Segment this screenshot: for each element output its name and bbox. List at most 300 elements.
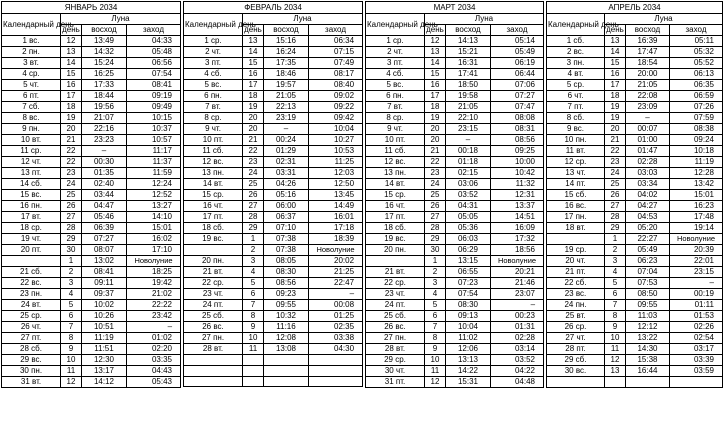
moonset-time: 20:39 (670, 244, 723, 255)
moonrise-time: 15:16 (264, 35, 309, 46)
moonset-time: 16:01 (309, 211, 363, 222)
lunar-day: 27 (605, 200, 626, 211)
table-row (184, 101, 363, 112)
lunar-day: 7 (243, 299, 264, 310)
moonrise-time: 04:53 (626, 211, 670, 222)
calendar-day: 14 вт. (366, 178, 425, 189)
table-row (2, 255, 181, 266)
moonset-time: 08:41 (127, 79, 181, 90)
table-row (2, 266, 181, 277)
calendar-day: 12 вс. (366, 156, 425, 167)
moonset-time: – (670, 277, 723, 288)
table-row (547, 343, 723, 354)
moonset-time: 12:52 (127, 189, 181, 200)
moonset-time: 07:54 (127, 68, 181, 79)
calendar-day: 5 ср. (547, 79, 605, 90)
lunar-day: 10 (425, 354, 446, 365)
calendar-day: 14 вт. (184, 178, 243, 189)
lunar-day: 11 (425, 365, 446, 376)
calendar-day: 4 вт. (547, 68, 605, 79)
moonrise-time: 13:22 (626, 332, 670, 343)
moonrise-time: 00:07 (626, 123, 670, 134)
calendar-day: 21 сб. (2, 266, 61, 277)
calendar-day: 6 пт. (2, 90, 61, 101)
table-row (2, 299, 181, 310)
month-title: ЯНВАРЬ 2034 (2, 2, 181, 14)
table-row (547, 123, 723, 134)
calendar-day: 7 сб. (2, 101, 61, 112)
moonrise-time: 23:15 (446, 123, 491, 134)
table-row (547, 35, 723, 46)
moonrise-time: 06:29 (446, 244, 491, 255)
calendar-day: 25 вт. (547, 310, 605, 321)
table-row (2, 365, 181, 376)
moonset-time: 04:43 (127, 365, 181, 376)
moonrise-time: 03:52 (446, 189, 491, 200)
moonset-time (670, 376, 723, 387)
moonset-time: 03:38 (309, 332, 363, 343)
table-row (547, 211, 723, 222)
calendar-day: 3 пт. (366, 57, 425, 68)
moonrise-time: 22:13 (264, 101, 309, 112)
moonrise-time: 18:44 (82, 90, 127, 101)
table-row (2, 244, 181, 255)
calendar-day: 10 пт. (184, 134, 243, 145)
moonrise-time: 15:31 (446, 376, 491, 387)
moonrise-time (626, 376, 670, 387)
lunar-day: 20 (61, 123, 82, 134)
calendar-day: 16 вс. (547, 200, 605, 211)
moonset-time: 18:25 (127, 266, 181, 277)
moonrise-time: 03:44 (82, 189, 127, 200)
table-row (547, 332, 723, 343)
moonrise-time: 03:06 (446, 178, 491, 189)
table-row (2, 310, 181, 321)
lunar-day: 19 (243, 101, 264, 112)
calendar-day: 4 сб. (366, 68, 425, 79)
moonrise-header: восход (264, 24, 309, 35)
lunar-day: 23 (243, 156, 264, 167)
lunar-day: 8 (425, 332, 446, 343)
lunar-day: 16 (425, 79, 446, 90)
calendar-day: 2 чт. (366, 46, 425, 57)
moonrise-time: 21:05 (446, 101, 491, 112)
calendar-day (184, 244, 243, 255)
calendar-day: 24 пт. (366, 299, 425, 310)
calendar-day: 2 чт. (184, 46, 243, 57)
moonset-time: 14:10 (127, 211, 181, 222)
table-row (184, 321, 363, 332)
moonrise-time: 17:33 (82, 79, 127, 90)
calendar-day: 28 вт. (366, 343, 425, 354)
calendar-day: 15 вс. (2, 189, 61, 200)
calendar-day: 16 чт. (184, 200, 243, 211)
lunar-day: 27 (243, 200, 264, 211)
moonset-time: 06:59 (670, 90, 723, 101)
calendar-day: 11 ср. (2, 145, 61, 156)
calendar-day: 13 чт. (547, 167, 605, 178)
moonrise-time: 21:07 (82, 112, 127, 123)
moonrise-time (264, 354, 309, 365)
table-row (547, 167, 723, 178)
table-row (2, 178, 181, 189)
calendar-day: 29 сб. (547, 354, 605, 365)
calendar-day: 23 вс. (547, 288, 605, 299)
moonrise-time: 01:29 (264, 145, 309, 156)
moonrise-time: 05:05 (446, 211, 491, 222)
moonrise-time: 06:23 (626, 255, 670, 266)
calendar-day: 17 вт. (2, 211, 61, 222)
moonset-time: – (309, 288, 363, 299)
moonrise-time: 00:24 (264, 134, 309, 145)
table-row (184, 244, 363, 255)
calendar-day: 14 пт. (547, 178, 605, 189)
calendar-day: 11 вт. (547, 145, 605, 156)
table-row (184, 343, 363, 354)
moonrise-time: 07:27 (82, 233, 127, 244)
table-row (184, 35, 363, 46)
moonset-time: 03:35 (127, 354, 181, 365)
new-moon-label: Новолуние (127, 255, 181, 266)
lunar-day: 12 (61, 35, 82, 46)
lunar-day: 28 (243, 211, 264, 222)
moonset-time: 07:27 (491, 90, 544, 101)
moonset-time: 02:54 (670, 332, 723, 343)
moonset-time: 12:28 (670, 167, 723, 178)
moonrise-time: 04:31 (446, 200, 491, 211)
moon-header: Луна (425, 14, 544, 25)
lunar-day: 11 (243, 343, 264, 354)
moonrise-time: 02:31 (264, 156, 309, 167)
moonrise-time: 21:05 (264, 90, 309, 101)
moonrise-time: 10:02 (82, 299, 127, 310)
lunar-day: 28 (61, 222, 82, 233)
lunar-day: 26 (243, 189, 264, 200)
lunar-day: 15 (243, 57, 264, 68)
moonrise-time: 22:16 (82, 123, 127, 134)
moonrise-time: – (446, 134, 491, 145)
table-row (184, 310, 363, 321)
moonset-time: 13:37 (491, 200, 544, 211)
lunar-day (243, 365, 264, 376)
moonrise-time: 13:02 (82, 255, 127, 266)
moonrise-time: 07:54 (446, 288, 491, 299)
lunar-day: 23 (425, 167, 446, 178)
calendar-day (547, 233, 605, 244)
moonrise-time: 04:26 (264, 178, 309, 189)
moonrise-time: 03:03 (626, 167, 670, 178)
month-table-3 (365, 1, 544, 388)
lunar-day: 3 (61, 277, 82, 288)
moonrise-time: 06:55 (446, 266, 491, 277)
moonset-time: 20:21 (491, 266, 544, 277)
moonrise-time: 16:39 (626, 35, 670, 46)
moonset-time: 10:04 (309, 123, 363, 134)
moonrise-time: 09:55 (626, 299, 670, 310)
moonset-time: 09:25 (491, 145, 544, 156)
lunar-day: 9 (605, 321, 626, 332)
moonrise-time: 10:32 (264, 310, 309, 321)
lunar-day: 23 (61, 167, 82, 178)
moonset-time: 08:40 (309, 79, 363, 90)
lunar-day: 30 (61, 244, 82, 255)
moonset-header: заход (670, 24, 723, 35)
moonset-time: 07:26 (670, 101, 723, 112)
calendar-day: 8 вс. (2, 112, 61, 123)
moonset-time: 07:49 (309, 57, 363, 68)
table-row (2, 112, 181, 123)
moonset-time: 09:42 (309, 112, 363, 123)
calendar-day: 13 пт. (2, 167, 61, 178)
table-row (2, 156, 181, 167)
moonset-time: 04:33 (127, 35, 181, 46)
lunar-day: 7 (605, 299, 626, 310)
moonset-time: 22:47 (309, 277, 363, 288)
calendar-day: 25 ср. (2, 310, 61, 321)
moonset-time: 02:28 (491, 332, 544, 343)
moonset-time: 17:10 (127, 244, 181, 255)
calendar-day: 16 пн. (2, 200, 61, 211)
calendar-day: 19 чт. (2, 233, 61, 244)
moonset-time: 10:37 (127, 123, 181, 134)
table-row (366, 255, 544, 266)
moonset-time: 01:31 (491, 321, 544, 332)
lunar-day: 24 (605, 167, 626, 178)
moonrise-time: 13:17 (82, 365, 127, 376)
lunar-day: 19 (605, 101, 626, 112)
table-row (366, 266, 544, 277)
table-row (547, 299, 723, 310)
calendar-day: 30 вс. (547, 365, 605, 376)
table-row (547, 310, 723, 321)
moonrise-time (264, 376, 309, 387)
moonset-time: 05:49 (491, 46, 544, 57)
calendar-day: 19 вс. (184, 233, 243, 244)
moonrise-time: 04:47 (82, 200, 127, 211)
table-row (184, 123, 363, 134)
table-row (547, 90, 723, 101)
moonrise-time: 05:49 (626, 244, 670, 255)
lunar-day: 15 (425, 68, 446, 79)
calendar-day: 26 чт. (2, 321, 61, 332)
lunar-day: 3 (243, 255, 264, 266)
moonset-time: 11:19 (670, 156, 723, 167)
moonset-time: 10:57 (127, 134, 181, 145)
moonset-time: 09:02 (309, 90, 363, 101)
calendar-day: 3 пн. (547, 57, 605, 68)
lunar-day: 7 (61, 321, 82, 332)
moonrise-header: восход (626, 24, 670, 35)
calendar-day: 10 пн. (547, 134, 605, 145)
lunar-day-header: день (244, 25, 262, 35)
table-row (547, 255, 723, 266)
calendar-day: 8 сб. (547, 112, 605, 123)
moonset-time: 06:56 (127, 57, 181, 68)
table-row (366, 376, 544, 387)
table-row (2, 123, 181, 134)
table-row (2, 134, 181, 145)
moonset-time: 14:51 (491, 211, 544, 222)
new-moon-label: Новолуние (309, 244, 363, 255)
table-row (547, 156, 723, 167)
moon-header: Луна (61, 14, 181, 25)
lunar-day: 20 (425, 134, 446, 145)
calendar-day: 22 вс. (2, 277, 61, 288)
lunar-day: 29 (605, 222, 626, 233)
moonset-time: 08:17 (309, 68, 363, 79)
moonset-time: 07:06 (491, 79, 544, 90)
moonrise-time: 00:18 (446, 145, 491, 156)
moonrise-time: 10:04 (446, 321, 491, 332)
table-row (2, 277, 181, 288)
table-row (547, 288, 723, 299)
lunar-day: 17 (605, 79, 626, 90)
table-row (547, 145, 723, 156)
lunar-day: 17 (61, 90, 82, 101)
moonrise-time: 08:50 (626, 288, 670, 299)
calendar-day: 14 сб. (2, 178, 61, 189)
moonset-time (309, 354, 363, 365)
moonrise-time: 23:09 (626, 101, 670, 112)
moonset-time: 08:31 (491, 123, 544, 134)
lunar-day: 4 (425, 288, 446, 299)
lunar-day: 20 (605, 123, 626, 134)
moonset-header: заход (127, 24, 181, 35)
month-title: АПРЕЛЬ 2034 (547, 2, 723, 14)
lunar-day: 14 (61, 57, 82, 68)
lunar-day: 19 (61, 112, 82, 123)
table-row (547, 79, 723, 90)
moonset-time: 07:47 (491, 101, 544, 112)
table-row (184, 79, 363, 90)
lunar-day: 2 (243, 244, 264, 255)
lunar-day: 14 (425, 57, 446, 68)
table-row (2, 46, 181, 57)
table-row (2, 57, 181, 68)
moonset-time: 23:15 (670, 266, 723, 277)
moonrise-time: 13:49 (82, 35, 127, 46)
table-row (184, 222, 363, 233)
calendar-day: 9 чт. (366, 123, 425, 134)
calendar-day: 29 вс. (2, 354, 61, 365)
moonset-time: 06:19 (491, 57, 544, 68)
moonrise-time: 12:08 (264, 332, 309, 343)
table-row (2, 68, 181, 79)
moonset-time: 11:32 (491, 178, 544, 189)
calendar-day: 15 ср. (366, 189, 425, 200)
table-row (547, 189, 723, 200)
lunar-day: 4 (61, 288, 82, 299)
lunar-day: 24 (243, 167, 264, 178)
moonrise-time: 04:27 (626, 200, 670, 211)
moonrise-time: 11:03 (626, 310, 670, 321)
moonset-time: 03:39 (670, 354, 723, 365)
table-row (2, 35, 181, 46)
table-row (366, 233, 544, 244)
table-row (184, 145, 363, 156)
lunar-day: 2 (61, 266, 82, 277)
calendar-day: 1 вс. (2, 35, 61, 46)
table-row (184, 134, 363, 145)
table-row (547, 178, 723, 189)
table-row (547, 222, 723, 233)
lunar-day: 10 (605, 332, 626, 343)
table-row (547, 134, 723, 145)
calendar-day: 6 чт. (547, 90, 605, 101)
table-row (366, 321, 544, 332)
table-row (184, 189, 363, 200)
moonrise-time: 16:25 (82, 68, 127, 79)
lunar-day: 16 (605, 68, 626, 79)
moonset-time: 17:32 (491, 233, 544, 244)
table-row (184, 299, 363, 310)
moonrise-time: 12:30 (82, 354, 127, 365)
table-row (184, 354, 363, 365)
calendar-day: 9 пн. (2, 123, 61, 134)
calendar-day: 8 ср. (184, 112, 243, 123)
moonrise-time: 01:18 (446, 156, 491, 167)
moon-header: Луна (605, 14, 723, 25)
table-row (366, 167, 544, 178)
moonrise-time: 08:56 (264, 277, 309, 288)
table-row (547, 46, 723, 57)
moonset-time: – (491, 299, 544, 310)
table-row (547, 233, 723, 244)
moonrise-time: 08:41 (82, 266, 127, 277)
calendar-day: 21 пт. (547, 266, 605, 277)
moonrise-time: 22:27 (626, 233, 670, 244)
moonrise-time: 14:32 (82, 46, 127, 57)
lunar-day: 3 (605, 255, 626, 266)
moonrise-time: 01:35 (82, 167, 127, 178)
table-row (547, 244, 723, 255)
lunar-day: 13 (425, 46, 446, 57)
table-row (366, 156, 544, 167)
table-row (2, 211, 181, 222)
moonset-time: 03:59 (670, 365, 723, 376)
table-row (184, 266, 363, 277)
moonset-time: 06:44 (491, 68, 544, 79)
moonrise-time: 05:36 (446, 222, 491, 233)
table-row (2, 288, 181, 299)
moonset-time: 18:39 (309, 233, 363, 244)
moonrise-time: 16:31 (446, 57, 491, 68)
lunar-day: 8 (243, 310, 264, 321)
table-row (184, 233, 363, 244)
table-row (2, 167, 181, 178)
moonrise-time: 09:13 (446, 310, 491, 321)
calendar-day: 5 вс. (184, 79, 243, 90)
lunar-day: 2 (425, 266, 446, 277)
moonrise-time: 16:44 (626, 365, 670, 376)
calendar-day (184, 376, 243, 387)
moonset-time: 13:42 (670, 178, 723, 189)
table-row (2, 343, 181, 354)
calendar-day: 29 ср. (366, 354, 425, 365)
table-row (184, 288, 363, 299)
calendar-day: 19 вс. (366, 233, 425, 244)
lunar-day: 19 (425, 112, 446, 123)
moonrise-time: 14:30 (626, 343, 670, 354)
table-row (184, 200, 363, 211)
moonrise-time: 14:12 (82, 376, 127, 387)
moonrise-time: 15:38 (626, 354, 670, 365)
moonset-time: 11:37 (127, 156, 181, 167)
moonrise-time: 11:19 (82, 332, 127, 343)
moonrise-time: 01:00 (626, 134, 670, 145)
moonrise-time: 11:02 (446, 332, 491, 343)
calendar-day: 13 пн. (184, 167, 243, 178)
